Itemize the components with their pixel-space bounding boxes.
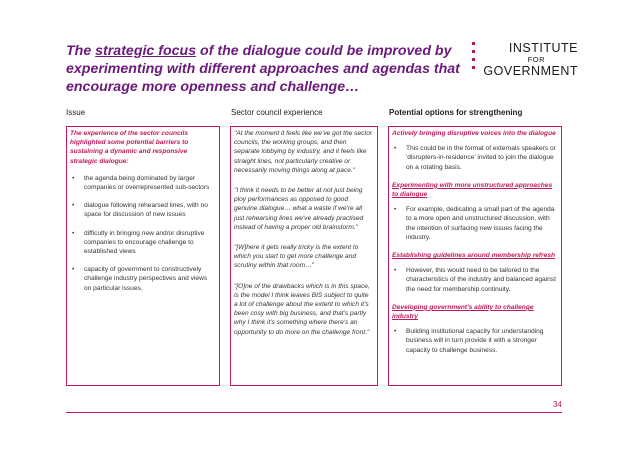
option-list — [392, 144, 557, 172]
logo-line-2: FOR — [527, 55, 545, 64]
page-title — [66, 42, 466, 96]
option-list — [392, 327, 557, 355]
logo-line-1: INSTITUTE — [508, 41, 578, 55]
list-item: • Building institutional capacity for understanding business will in turn provide it with a stronger capacity to challenge business. — [392, 327, 557, 355]
issue-header: Issue — [66, 108, 86, 117]
bottom-divider — [66, 412, 562, 413]
quote: "At the moment it feels like we've got the sector councils, the working groups, and then separate lobbying by industry, and it feels like straight lines, not particularly creative or necessarily moving things along at pace." — [234, 130, 373, 174]
experience-box — [230, 126, 378, 386]
list-item: • difficulty in bringing new and/or disruptive companies to encourage challenge to established views — [70, 229, 215, 257]
list-item: • For example, dedicating a small part of the agenda to a more open and unstructured discussion, with the intention of surfacing new issues facing the industry. — [392, 205, 557, 242]
issue-list — [70, 174, 215, 293]
issue-column-header — [66, 107, 220, 121]
option-heading: Experimenting with more unstructured approaches to dialogue — [392, 181, 553, 199]
list-item: • the agenda being dominated by larger companies or overrepresented sub-sectors — [70, 174, 215, 192]
title-suffix: of the dialogue could be improved by experimenting with different approaches and agendas that encourage more openness and challenge… — [66, 43, 460, 95]
title-underlined: strategic focus — [95, 43, 197, 59]
quote: "[W]here it gets really tricky is the extent to which you start to get more challenge and scrutiny within that room…" — [234, 244, 359, 270]
list-item: • However, this would need to be tailored to the characteristics of the industry and balanced against the need for membership continuity. — [392, 266, 557, 294]
title-prefix: The — [66, 43, 96, 59]
option-heading: Establishing guidelines around membership refresh — [392, 252, 556, 260]
options-header: Potential options for strengthening — [389, 108, 523, 117]
experience-column-header — [231, 107, 378, 121]
list-item: • dialogue following rehearsed lines, with no space for discussion of new issues — [70, 201, 215, 219]
list-item: • capacity of government to constructively challenge industry perspectives and views on particular issues. — [70, 265, 215, 293]
logo-line-3: GOVERNMENT — [483, 64, 578, 78]
quote: "[O]ne of the drawbacks which is in this space, is the model I think leaves BIS subject to quite a lot of challenge about the extent to which it's been cosy with big business, and that's partly why I think it's something where there's an opportunity to do more on the challenge front." — [234, 282, 370, 336]
options-box — [388, 126, 562, 386]
experience-header: Sector council experience — [231, 108, 323, 117]
option-list — [392, 205, 557, 242]
option-heading: Actively bringing disruptive voices into the dialogue — [392, 130, 556, 137]
quote: "I think it needs to be better at not just being ploy performances as opposed to good genuine dialogue… what a waste if we're all just rehearsing lines we've already practised instead of having a proper old brainstorm." — [234, 187, 364, 231]
page-number: 34 — [553, 400, 562, 409]
list-item: • This could be in the format of externals speakers or 'disrupters-in-residence' invited to join the dialogue on a rotating basis. — [392, 144, 557, 172]
option-list — [392, 266, 557, 294]
issue-intro: The experience of the sector councils highlighted some potential barriers to sustaining a dynamic and responsive strategic dialogue: — [70, 130, 189, 165]
institute-logo — [478, 41, 578, 78]
issue-box — [66, 126, 220, 386]
options-column-header — [389, 107, 562, 121]
option-heading: Developing government's ability to challenge industry — [392, 303, 534, 321]
